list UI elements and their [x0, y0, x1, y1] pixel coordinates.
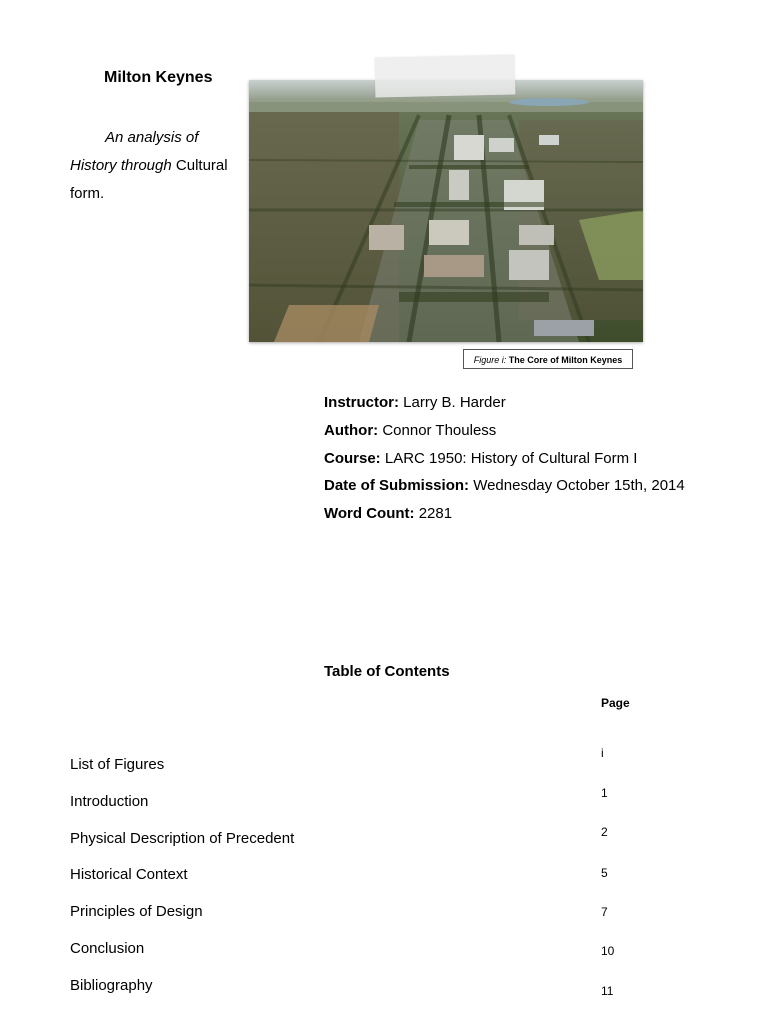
instructor-value: Larry B. Harder [403, 394, 506, 411]
figure-label: Figure i: [473, 355, 507, 365]
toc-title: Table of Contents [324, 663, 450, 680]
toc-page-number: 2 [601, 825, 608, 839]
subtitle-italic-2: History through [70, 157, 172, 174]
toc-page-number: 7 [601, 905, 608, 919]
figure-caption [463, 349, 633, 369]
toc-entry: Conclusion [70, 940, 145, 957]
toc-page-header: Page [601, 696, 630, 710]
date-label: Date of Submission: [324, 477, 470, 494]
subtitle-plain: Cultural form. [70, 157, 228, 202]
document-title: Milton Keynes [104, 69, 213, 86]
author-value: Connor Thouless [382, 422, 497, 439]
date-value: Wednesday October 15th, 2014 [473, 477, 685, 494]
course-value: LARC 1950: History of Cultural Form I [384, 450, 638, 467]
toc-entry: Physical Description of Precedent [70, 830, 295, 847]
instructor-line [324, 394, 506, 411]
toc-entry: Introduction [70, 793, 149, 810]
instructor-label: Instructor: [324, 394, 399, 411]
toc-page-number: 11 [601, 984, 614, 998]
aerial-photo [249, 80, 643, 342]
figure-title: The Core of Milton Keynes [508, 355, 623, 365]
toc-page-number: 10 [601, 944, 615, 958]
photo-tape [375, 55, 516, 98]
wordcount-line [324, 505, 452, 522]
toc-entry: Bibliography [70, 977, 153, 994]
author-label: Author: [324, 422, 379, 439]
toc-entry: List of Figures [70, 756, 165, 773]
toc-entry: Principles of Design [70, 903, 203, 920]
subtitle-italic-1: An analysis of [105, 129, 199, 146]
document-subtitle [70, 124, 245, 208]
toc-page-number: i [601, 746, 604, 760]
course-line [324, 450, 637, 467]
toc-entry: Historical Context [70, 866, 188, 883]
course-label: Course: [324, 450, 381, 467]
toc-page-number: 1 [601, 786, 608, 800]
toc-page-number: 5 [601, 866, 608, 880]
wordcount-label: Word Count: [324, 505, 415, 522]
author-line [324, 422, 496, 439]
aerial-photo-illustration [249, 80, 643, 342]
wordcount-value: 2281 [418, 505, 453, 522]
date-line [324, 477, 685, 494]
